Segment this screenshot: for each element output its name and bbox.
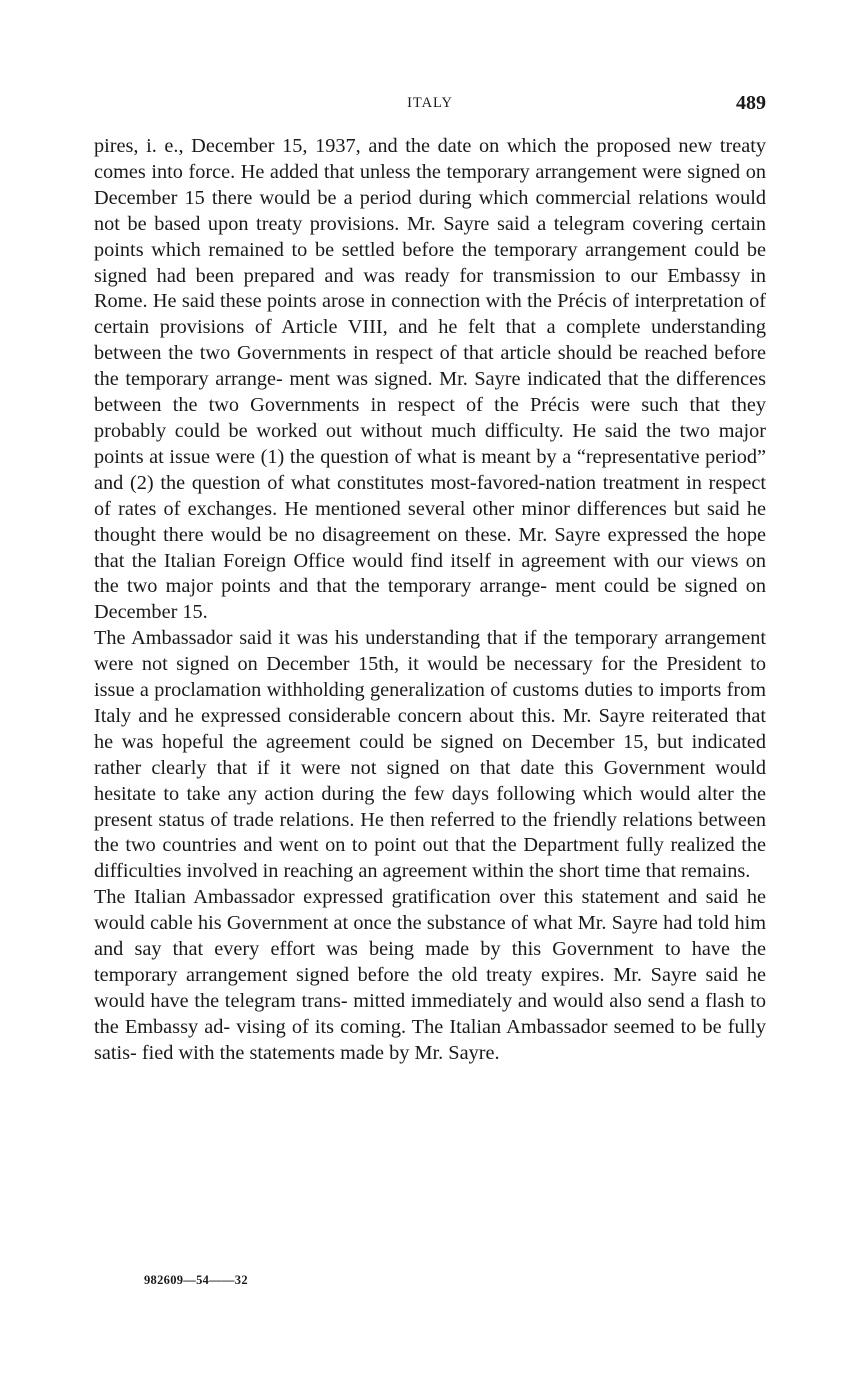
paragraph-1: pires, i. e., December 15, 1937, and the date on which the proposed new treaty comes into force. He added that unless the temporary arrangement were signed on December 15 there would be a period during which commercial relations would not be based upon treaty provisions. Mr. Sayre said a telegram covering certain points which remained to be settled before the temporary arrangement could be signed had been prepared and was ready for transmission to our Embassy in Rome. He said these points arose in connection with the Précis of interpretation of certain provisions of Article VIII, and he felt that a complete understanding between the two Governments in respect of that article should be reached before the temporary arrange- ment was signed. Mr. Sayre indicated that the differences between the two Governments in respect of the Précis were such that they probably could be worked out without much difficulty. He said the two major points at issue were (1) the question of what is meant by a “representative period” and (2) the question of what constitutes most-favored-nation treatment in respect of rates of exchanges. He mentioned several other minor differences but said he thought there would be no disagreement on these. Mr. Sayre expressed the hope that the Italian Foreign Office would find itself in agreement with our views on the two major points and that the temporary arrange- ment could be signed on December 15. bbox=[94, 135, 766, 624]
running-title: ITALY bbox=[407, 95, 453, 111]
paragraph-3: The Italian Ambassador expressed gratification over this statement and said he would cable his Government at once the substance of what Mr. Sayre had told him and say that every effort was being made by this Government to have the temporary arrangement signed before the old treaty expires. Mr. Sayre said he would have the telegram trans- mitted immediately and would also send a flash to the Embassy ad- vising of its coming. The Italian Ambassador seemed to be fully satis- fied with the statements made by Mr. Sayre. bbox=[94, 886, 766, 1064]
body-text bbox=[94, 134, 766, 1067]
signature-mark: 982609—54——32 bbox=[144, 1273, 248, 1287]
running-head bbox=[94, 92, 766, 116]
paragraph-2: The Ambassador said it was his understanding that if the temporary arrangement were not signed on December 15th, it would be necessary for the President to issue a proclamation withholding generalization of customs duties to imports from Italy and he expressed considerable concern about this. Mr. Sayre reiterated that he was hopeful the agreement could be signed on December 15, but indicated rather clearly that if it were not signed on that date this Government would hesitate to take any action during the few days following which would alter the present status of trade relations. He then referred to the friendly relations between the two countries and went on to point out that the Department fully realized the difficulties involved in reaching an agreement within the short time that remains. bbox=[94, 627, 766, 883]
page-number: 489 bbox=[736, 92, 766, 114]
